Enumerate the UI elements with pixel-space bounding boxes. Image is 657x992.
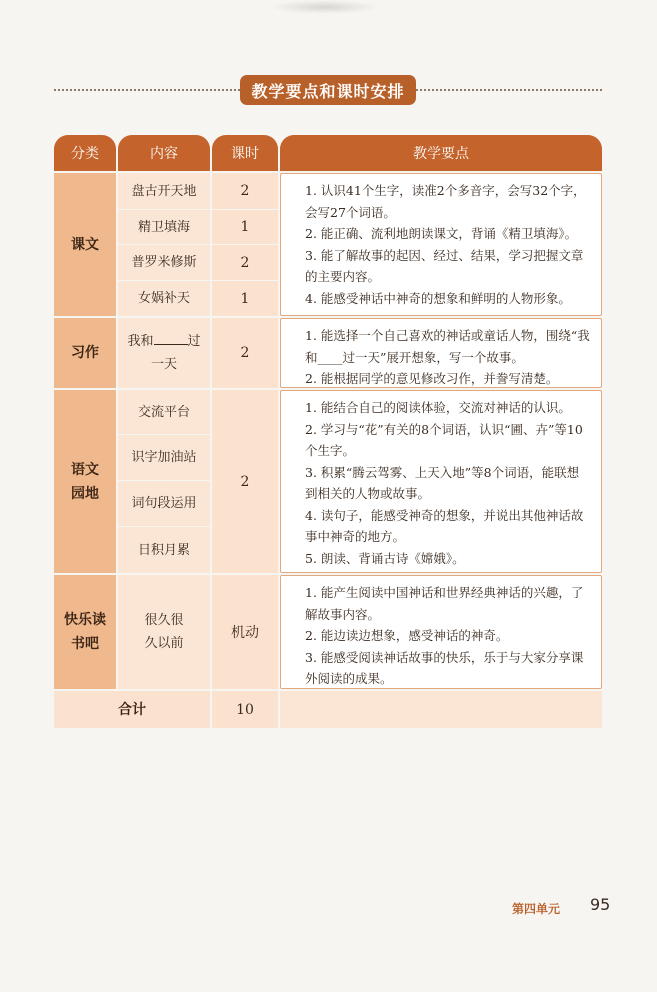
point-item: 1. 能结合自己的阅读体验，交流对神话的认识。 <box>305 400 571 415</box>
xizuo-topic-b: 过 <box>187 334 201 349</box>
lesson-2-hours: 1 <box>212 210 278 244</box>
point-item: 4. 读句子，能感受神奇的想象，并说出其他神话故事中神奇的地方。 <box>305 507 584 544</box>
kuaile-content-line1: 很久很 <box>144 613 184 628</box>
point-item: 2. 能正确、流利地朗读课文，背诵《精卫填海》。 <box>305 226 578 241</box>
category-yuandi-line1: 语文 <box>71 461 99 478</box>
footer-unit: 第四单元 <box>512 902 561 916</box>
header-category: 分类 <box>54 135 116 171</box>
category-xizuo: 习作 <box>54 318 116 388</box>
yuandi-item-4: 日积月累 <box>118 527 210 573</box>
total-hours: 10 <box>212 691 278 728</box>
lesson-3: 普罗米修斯 <box>118 245 210 280</box>
lesson-3-hours: 2 <box>212 245 278 280</box>
point-item: 2. 能根据同学的意见修改习作，并誊写清楚。 <box>305 371 559 386</box>
point-item: 3. 积累“腾云驾雾、上天入地”等8个词语，能联想到相关的人物或故事。 <box>305 464 580 501</box>
title-rule-right <box>416 89 602 91</box>
yuandi-item-1: 交流平台 <box>118 390 210 434</box>
xizuo-topic-c: 一天 <box>150 357 177 372</box>
points-xizuo <box>280 318 602 388</box>
teaching-table <box>54 135 602 728</box>
page-number: 95 <box>590 895 611 914</box>
page-title: 教学要点和课时安排 <box>251 81 405 101</box>
category-kuaile-line1: 快乐读 <box>64 612 106 628</box>
point-item: 1. 认识41个生字，读准2个多音字，会写32个字，会写27个词语。 <box>305 183 586 220</box>
top-shadow <box>270 0 380 14</box>
point-item: 3. 能了解故事的起因、经过、结果，学习把握文章的主要内容。 <box>305 247 584 284</box>
lesson-4: 女娲补天 <box>118 281 210 316</box>
xizuo-blank <box>154 332 188 345</box>
category-kuaile-line2: 书吧 <box>71 636 99 652</box>
point-item: 1. 能选择一个自己喜欢的神话或童话人物，围绕“我和____过一天”展开想象，写一个故事。 <box>305 328 590 365</box>
category-yuandi <box>54 390 116 573</box>
header-points: 教学要点 <box>280 135 602 171</box>
point-item: 1. 能产生阅读中国神话和世界经典神话的兴趣，了解故事内容。 <box>305 585 584 622</box>
point-item: 2. 学习与“花”有关的8个词语，认识“圃、卉”等10个生字。 <box>305 421 583 458</box>
total-points-empty <box>280 691 602 728</box>
title-badge <box>240 75 416 105</box>
yuandi-item-3: 词句段运用 <box>118 481 210 526</box>
xizuo-topic <box>118 318 210 388</box>
lesson-1-hours: 2 <box>212 173 278 209</box>
total-label: 合计 <box>54 691 210 728</box>
points-yuandi <box>280 390 602 573</box>
yuandi-hours: 2 <box>212 390 278 573</box>
points-kewen <box>280 173 602 316</box>
category-kuaile <box>54 575 116 689</box>
lesson-2: 精卫填海 <box>118 210 210 244</box>
category-kewen: 课文 <box>54 173 116 316</box>
kuaile-content <box>118 575 210 689</box>
kuaile-hours: 机动 <box>212 575 278 689</box>
point-item: 3. 能感受阅读神话故事的快乐，乐于与大家分享课外阅读的成果。 <box>305 649 584 686</box>
header-content: 内容 <box>118 135 210 171</box>
header-hours: 课时 <box>212 135 278 171</box>
point-item: 2. 能边读边想象，感受神话的神奇。 <box>305 628 509 643</box>
category-yuandi-line2: 园地 <box>71 485 99 502</box>
point-item: 5. 朗读、背诵古诗《嫦娥》。 <box>305 550 465 566</box>
points-kuaile <box>280 575 602 689</box>
xizuo-topic-a: 我和 <box>127 334 154 349</box>
kuaile-content-line2: 久以前 <box>144 636 184 651</box>
yuandi-item-2: 识字加油站 <box>118 435 210 480</box>
lesson-4-hours: 1 <box>212 281 278 316</box>
title-rule-left <box>54 89 240 91</box>
point-item: 4. 能感受神话中神奇的想象和鲜明的人物形象。 <box>305 290 571 306</box>
lesson-1: 盘古开天地 <box>118 173 210 209</box>
xizuo-hours: 2 <box>212 318 278 388</box>
